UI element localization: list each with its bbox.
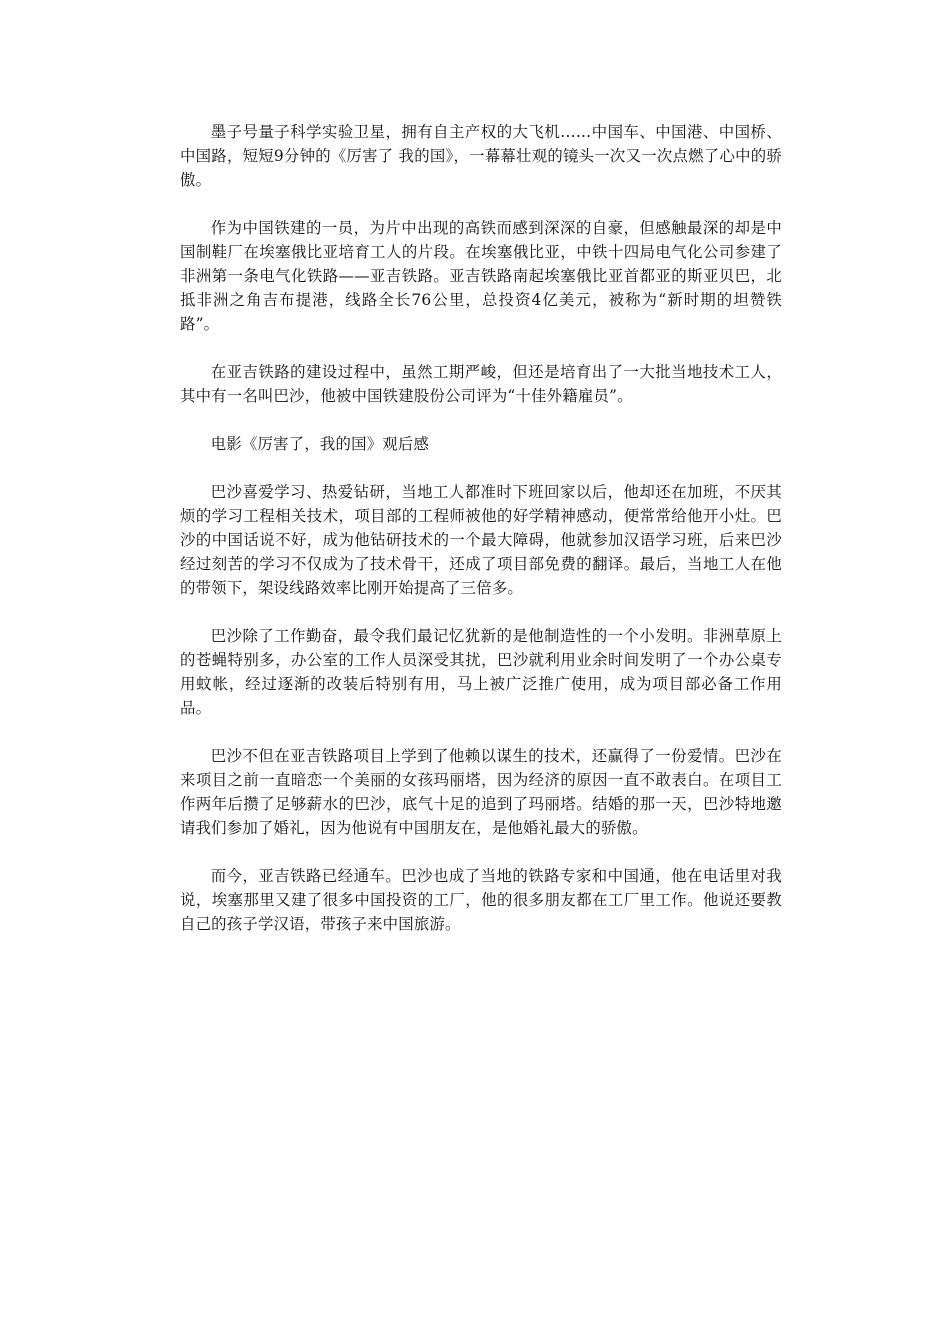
paragraph-love: 巴沙不但在亚吉铁路项目上学到了他赖以谋生的技术，还赢得了一份爱情。巴沙在来项目之前一直暗恋一个美丽的女孩玛丽塔，因为经济的原因一直不敢表白。在项目工作两年后攒了足够薪水的巴沙，底气十足的追到了玛丽塔。结婚的那一天，巴沙特地邀请我们参加了婚礼，因为他说有中国朋友在，是他婚礼最大的骄傲。 [180,747,782,837]
paragraph-railway: 作为中国铁建的一员，为片中出现的高铁而感到深深的自豪，但感触最深的却是中国制鞋厂在埃塞俄比亚培育工人的片段。在埃塞俄比亚，中铁十四局电气化公司参建了非洲第一条电气化铁路——亚吉铁路。亚吉铁路南起埃塞俄比亚首都亚的斯亚贝巴，北抵非洲之角吉布提港，线路全长76公里，总投资4亿美元，被称为“新时期的坦赞铁路”。 [180,219,782,333]
paragraph-training: 在亚吉铁路的建设过程中，虽然工期严峻，但还是培育出了一大批当地技术工人，其中有一名叫巴沙，他被中国铁建股份公司评为“十佳外籍雇员”。 [180,363,782,405]
paragraph-study: 巴沙喜爱学习、热爱钻研，当地工人都准时下班回家以后，他却还在加班，不厌其烦的学习工程相关技术，项目部的工程师被他的好学精神感动，便常常给他开小灶。巴沙的中国话说不好，成为他钻研技术的一个最大障碍，他就参加汉语学习班，后来巴沙经过刻苦的学习不仅成为了技术骨干，还成了项目部免费的翻译。最后，当地工人在他的带领下，架设线路效率比刚开始提高了三倍多。 [180,483,782,597]
paragraph-intro: 墨子号量子科学实验卫星，拥有自主产权的大飞机……中国车、中国港、中国桥、中国路，短短9分钟的《厉害了 我的国》，一幕幕壮观的镜头一次又一次点燃了心中的骄傲。 [180,123,782,189]
document-page [180,120,782,960]
paragraph-invention: 巴沙除了工作勤奋，最令我们最记忆犹新的是他制造性的一个小发明。非洲草原上的苍蝇特别多，办公室的工作人员深受其扰，巴沙就利用业余时间发明了一个办公桌专用蚊帐，经过逐渐的改装后特别有用，马上被广泛推广使用，成为项目部必备工作用品。 [180,627,782,717]
paragraph-title-line: 电影《厉害了，我的国》观后感 [210,435,430,453]
paragraph-conclusion: 而今，亚吉铁路已经通车。巴沙也成了当地的铁路专家和中国通，他在电话里对我说，埃塞那里又建了很多中国投资的工厂，他的很多朋友都在工厂里工作。他说还要教自己的孩子学汉语，带孩子来中国旅游。 [180,867,782,933]
